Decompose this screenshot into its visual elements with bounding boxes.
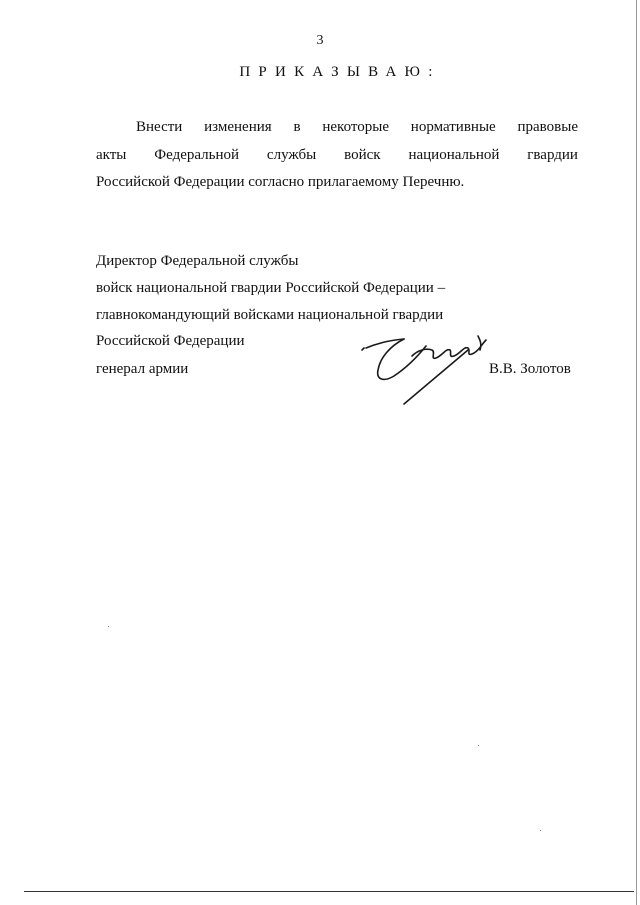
body-word: правовые — [517, 119, 578, 135]
order-heading: ПРИКАЗЫВАЮ: — [239, 64, 441, 80]
body-line-1 — [136, 119, 578, 136]
scan-bottom-edge — [24, 891, 634, 892]
signatory-title-line-3: главнокомандующий войсками национальной гвардии — [96, 307, 444, 323]
body-word: войск — [344, 147, 381, 163]
scan-speck — [108, 626, 109, 627]
signatory-title-line-4: Российской Федерации — [96, 333, 245, 349]
body-word: в — [293, 119, 301, 135]
body-line-2 — [96, 147, 578, 164]
signatory-title-line-2: войск национальной гвардии Российской Федерации – — [96, 280, 446, 296]
body-word: Внести — [136, 119, 183, 135]
body-line-3: Российской Федерации согласно прилагаемому Перечню. — [96, 174, 465, 190]
signer-name: В.В. Золотов — [489, 361, 571, 377]
scan-speck — [478, 745, 479, 746]
handwritten-signature — [360, 326, 500, 406]
body-word: гвардии — [527, 147, 578, 163]
body-word: изменения — [204, 119, 272, 135]
body-word: некоторые — [322, 119, 389, 135]
body-word: службы — [266, 147, 317, 163]
signatory-rank: генерал армии — [96, 361, 189, 377]
body-word: национальной — [408, 147, 500, 163]
scan-speck — [540, 830, 541, 831]
body-word: Федеральной — [154, 147, 240, 163]
page-number: 3 — [316, 33, 324, 48]
signatory-title-line-1: Директор Федеральной службы — [96, 253, 299, 269]
scan-right-edge — [636, 0, 637, 905]
body-word: нормативные — [410, 119, 496, 135]
body-word: акты — [96, 147, 127, 163]
